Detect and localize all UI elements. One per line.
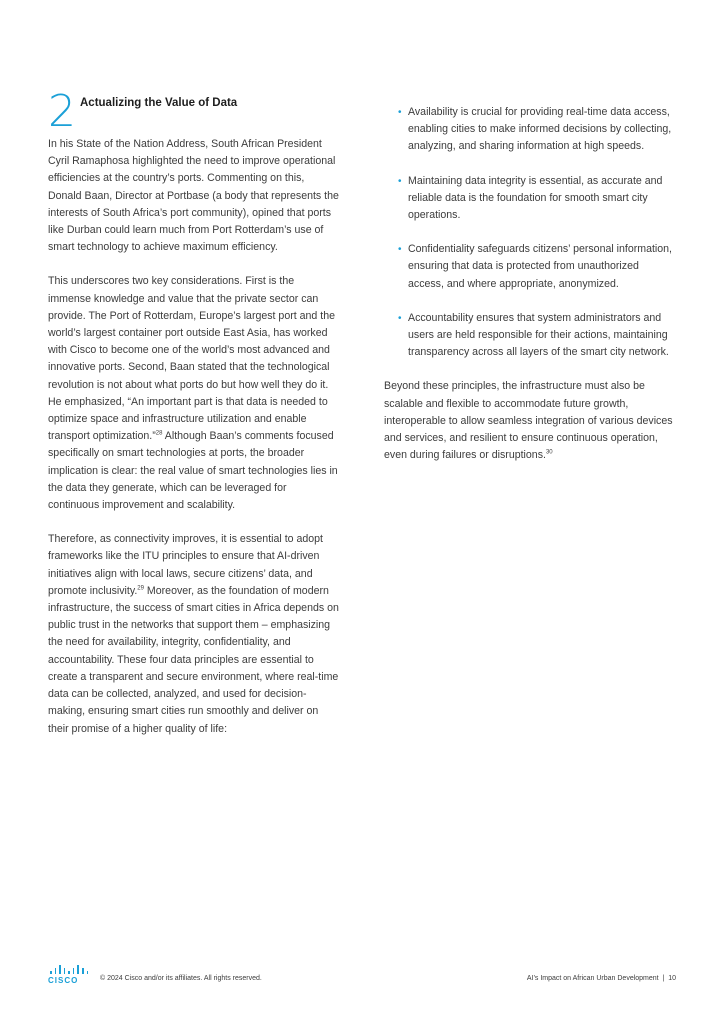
footnote-ref-30: 30 <box>545 449 553 456</box>
section-title: Actualizing the Value of Data <box>80 97 238 109</box>
paragraph-ramaphosa <box>48 136 340 256</box>
paragraph-text: Moreover, as the foundation of modern infrastructure, the success of smart cities in Africa depends on public trust in the networks that support them – emphasizing the need for availability, integrity, confidentiality, and accountability. These four data principles are essential to create a transparent and secure environment, where real-time data can be collected, analyzed, and used for decision-making, ensuring smart cities run smoothly and deliver on their promise of a higher quality of life: <box>48 584 339 735</box>
right-column <box>384 104 674 481</box>
bullet-icon: • <box>398 312 402 324</box>
list-item <box>384 173 674 225</box>
bullet-icon: • <box>398 244 402 256</box>
left-column <box>48 86 340 755</box>
document-title-page-number: AI’s Impact on African Urban Development | 10 <box>526 975 676 982</box>
list-item <box>384 104 674 156</box>
cisco-logo-bars-icon <box>48 965 88 974</box>
section-heading <box>48 86 340 137</box>
list-item-text: Accountability ensures that system administrators and users are held responsible for their actions, maintaining transparency across all layers of the smart city network. <box>408 311 669 359</box>
bullet-icon: • <box>398 175 402 187</box>
footnote-ref-29: 29 <box>137 585 144 592</box>
list-item <box>384 241 674 293</box>
cisco-wordmark: CISCO <box>48 976 79 985</box>
list-item <box>384 310 674 362</box>
list-item-text: Availability is crucial for providing real-time data access, enabling cities to make informed decisions by collecting, analyzing, and sharing information at high speeds. <box>408 106 672 153</box>
paragraph-text: Although Baan’s comments focused specifically on smart technologies at ports, the broader implication is clear: the real value of smart technologies lies in the data they generate, which can be leveraged for continuous improvement and scalability. <box>48 430 338 512</box>
copyright-notice: © 2024 Cisco and/or its affiliates. All rights reserved. <box>100 975 262 982</box>
paragraph-text: In his State of the Nation Address, South African President Cyril Ramaphosa highlighted the need to improve operational efficiencies at the country’s ports. Commenting on this, Donald Baan, Director at Portbase (a body that represents the interests of South Africa’s port community), opined that ports like Durban could learn much from Port Rotterdam’s use of smart technology to achieve maximum efficiency. <box>48 138 339 254</box>
paragraph-closing <box>384 378 674 464</box>
paragraph-text: Beyond these principles, the infrastructure must also be scalable and flexible to accommodate future growth, interoperable to allow seamless integration of various devices and services, and resilient to ensure continuous operation, even during failures or disruptions. <box>384 380 673 462</box>
cisco-logo <box>48 965 88 987</box>
section-number: 2 <box>48 86 74 137</box>
paragraph-rotterdam <box>48 273 340 514</box>
bullet-icon: • <box>398 107 402 118</box>
data-principles-list <box>384 104 674 361</box>
paragraph-itu-principles <box>48 531 340 737</box>
page-footer <box>48 965 676 989</box>
list-item-text: Confidentiality safeguards citizens’ personal information, ensuring that data is protected from unauthorized access, and where appropriate, anonymized. <box>408 243 673 290</box>
paragraph-text: Therefore, as connectivity improves, it is essential to adopt frameworks like the ITU principles to ensure that AI-driven initiatives align with local laws, secure citizens’ data, and promote inclusivity. <box>48 533 323 597</box>
list-item-text: Maintaining data integrity is essential, as accurate and reliable data is the foundation for smooth smart city operations. <box>408 174 663 222</box>
footnote-ref-28: 28 <box>155 430 163 437</box>
paragraph-text: This underscores two key considerations. First is the immense knowledge and value that the private sector can provide. The Port of Rotterdam, Europe’s largest port and the world’s largest container port outside East Asia, has worked with Cisco to become one of the world’s most advanced and innovative ports. Second, Baan stated that the technological revolution is not about what ports do but how well they do it. He emphasized, “An important part is that data is needed to optimize space and infrastructure utilization and enable transport optimization.” <box>48 275 335 443</box>
